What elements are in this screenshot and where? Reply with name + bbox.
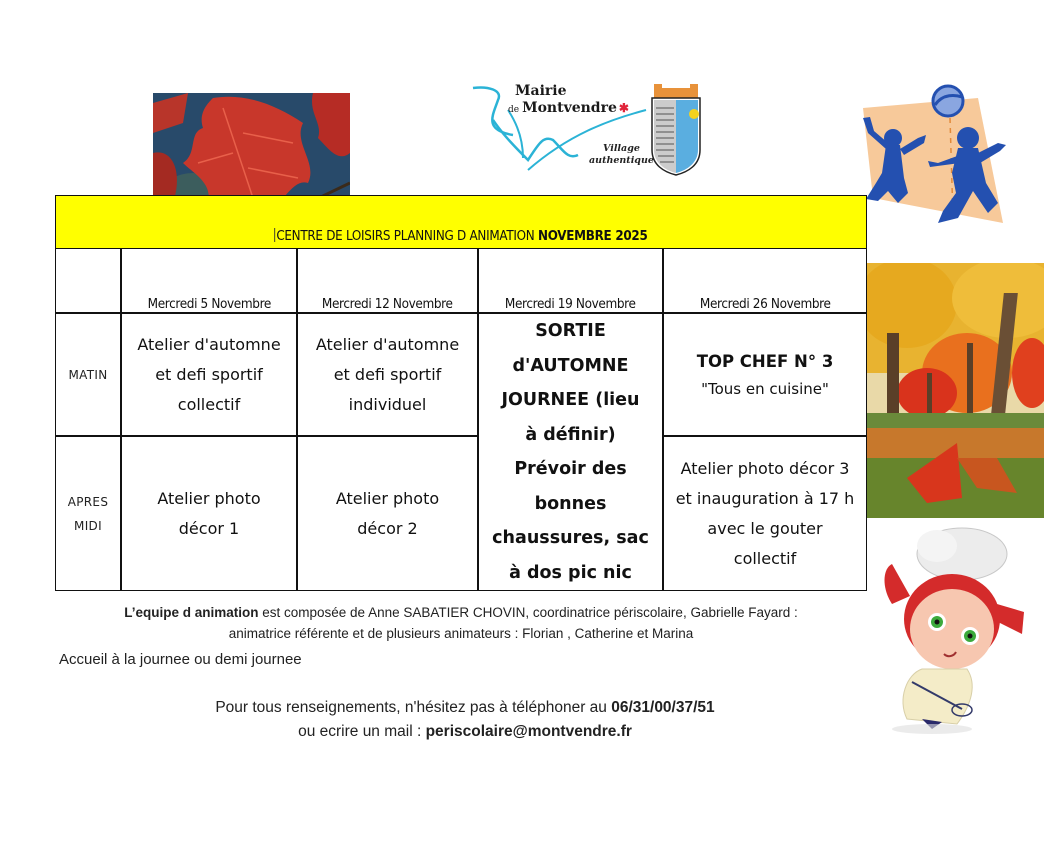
logo-tagline: Village authentique [589, 143, 654, 166]
planning-month: NOVEMBRE 2025 [537, 229, 648, 244]
day-header-2: Mercredi 12 Novembre [322, 297, 453, 312]
day-header-3: Mercredi 19 Novembre [505, 297, 636, 312]
planning-title: CENTRE DE LOISIRS PLANNING D ANIMATION NOVEMBRE 2025 [276, 229, 648, 244]
day-header-1: Mercredi 5 Novembre [147, 297, 271, 312]
logo-montvendre: de Montvendre ✱ [508, 100, 629, 116]
activity-matin-26-nov [664, 314, 866, 435]
autumn-forest-photo [867, 263, 1044, 518]
topchef-title: TOP CHEF N° 3 [696, 351, 834, 371]
activity-apres-midi-5-nov: Atelier photo décor 1 [157, 488, 261, 538]
activity-apres-midi-26-nov: Atelier photo décor 3 et inauguration à 17 h avec le gouter collectif [675, 458, 855, 568]
team-label: L’equipe d animation [124, 605, 259, 620]
phone-number: 06/31/00/37/51 [611, 699, 715, 716]
activity-matin-5-nov: Atelier d'automne et defi sportif collectif [137, 334, 281, 414]
planning-title-row [56, 196, 866, 249]
row-label-apres-midi: APRES MIDI [67, 494, 109, 533]
planning-table [55, 195, 867, 591]
girl-chef-illustration [862, 524, 1032, 739]
mairie-montvendre-logo [468, 80, 704, 180]
team-description: L’equipe d animation est composée de Anne SABATIER CHOVIN, coordinatrice périscolaire, Gabrielle Fayard : animatrice référente et de plusieurs animateurs : Florian , Catherine et Marina [124, 605, 798, 641]
activity-matin-12-nov: Atelier d'automne et defi sportif individuel [315, 334, 460, 414]
logo-mairie: Mairie [515, 83, 567, 99]
topchef-subtitle: "Tous en cuisine" [701, 379, 829, 398]
star-icon: ✱ [618, 101, 629, 115]
email-address[interactable]: periscolaire@montvendre.fr [425, 723, 632, 740]
contact-info: Pour tous renseignements, n'hésitez pas à téléphoner au 06/31/00/37/51 ou ecrire un mail : periscolaire@montvendre.fr [215, 699, 715, 740]
day-header-4: Mercredi 26 Novembre [699, 297, 831, 312]
accueil-note: Accueil à la journee ou demi journee [59, 651, 302, 668]
activity-apres-midi-12-nov: Atelier photo décor 2 [335, 488, 440, 538]
row-label-matin: MATIN [68, 367, 108, 382]
activity-sortie-19-nov: SORTIE d'AUTOMNE JOURNEE (lieu à définir) Prévoir des bonnes chaussures, sac à dos pic nic [492, 321, 649, 583]
